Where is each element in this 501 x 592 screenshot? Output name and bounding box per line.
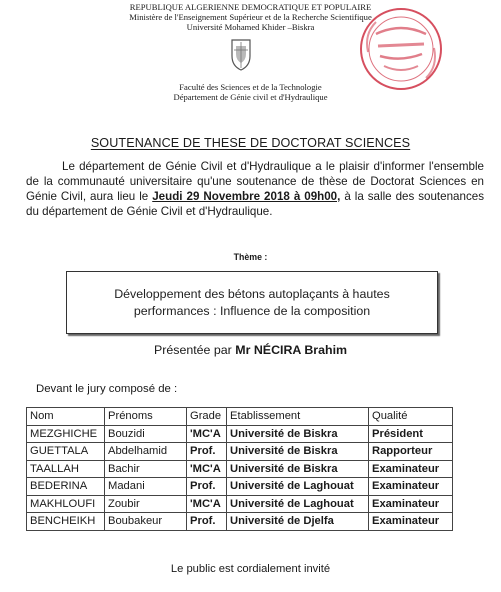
member-name: MEZGHICHE bbox=[27, 425, 105, 443]
presenter-prefix: Présentée par bbox=[153, 343, 236, 357]
member-institution: Université de Laghouat bbox=[227, 495, 369, 513]
faculty-line: Faculté des Sciences et de la Technologie bbox=[179, 82, 322, 92]
member-firstname: Zoubir bbox=[105, 495, 187, 513]
department-line: Département de Génie civil et d'Hydraulique bbox=[173, 92, 328, 102]
member-firstname: Boubakeur bbox=[105, 513, 187, 531]
member-firstname: Bouzidi bbox=[105, 425, 187, 443]
jury-row bbox=[27, 460, 453, 478]
member-institution: Université de Laghouat bbox=[227, 478, 369, 496]
jury-row bbox=[27, 443, 453, 461]
member-institution: Université de Biskra bbox=[227, 460, 369, 478]
member-institution: Université de Biskra bbox=[227, 443, 369, 461]
member-role: Examinateur bbox=[369, 478, 453, 496]
intro-text-before: Le département de Génie Civil et d'Hydraulique a le plaisir d'informer l'ensemble de la communauté universitaire qu'une soutenance de thèse de Doctorat Sciences en Génie Civil, aura lieu le bbox=[26, 160, 484, 203]
thesis-title-line1: Développement des bétons autoplaçants à hautes bbox=[114, 287, 390, 301]
member-grade: Prof. bbox=[187, 513, 227, 531]
member-grade: 'MC'A bbox=[187, 495, 227, 513]
thesis-title-line2: performances : Influence de la composition bbox=[133, 304, 371, 318]
announcement-paragraph bbox=[26, 159, 484, 219]
jury-intro: Devant le jury composé de : bbox=[36, 383, 178, 395]
header-cell: Qualité bbox=[369, 408, 453, 426]
header-cell: Nom bbox=[27, 408, 105, 426]
header-cell: Grade bbox=[187, 408, 227, 426]
member-grade: 'MC'A bbox=[187, 460, 227, 478]
member-grade: Prof. bbox=[187, 478, 227, 496]
jury-row bbox=[27, 495, 453, 513]
member-institution: Université de Djelfa bbox=[227, 513, 369, 531]
member-role: Examinateur bbox=[369, 495, 453, 513]
intro-text-after: à la salle des soutenances du département de Génie Civil et d'Hydraulique. bbox=[26, 190, 484, 218]
presenter-name: NÉCIRA Brahim bbox=[253, 343, 348, 357]
member-name: GUETTALA bbox=[27, 443, 105, 461]
republic-line: REPUBLIQUE ALGERIENNE DEMOCRATIQUE ET POPULAIRE bbox=[129, 2, 372, 12]
member-name: BENCHEIKH bbox=[27, 513, 105, 531]
member-name: BEDERINA bbox=[27, 478, 105, 496]
university-line: Université Mohamed Khider –Biskra bbox=[186, 22, 315, 32]
header-cell: Prénoms bbox=[105, 408, 187, 426]
jury-row bbox=[27, 513, 453, 531]
member-firstname: Madani bbox=[105, 478, 187, 496]
member-role: Rapporteur bbox=[369, 443, 453, 461]
defense-date: Jeudi 29 Novembre 2018 à 09h00, bbox=[152, 190, 341, 203]
member-name: TAALLAH bbox=[27, 460, 105, 478]
member-firstname: Abdelhamid bbox=[105, 443, 187, 461]
jury-header-row bbox=[27, 408, 453, 426]
member-role: Examinateur bbox=[369, 513, 453, 531]
closing-line: Le public est cordialement invité bbox=[170, 563, 331, 575]
member-grade: Prof. bbox=[187, 443, 227, 461]
presenter-line bbox=[0, 343, 501, 357]
member-name: MAKHLOUFI bbox=[27, 495, 105, 513]
page-title: SOUTENANCE DE THESE DE DOCTORAT SCIENCES bbox=[90, 136, 411, 150]
theme-box bbox=[66, 271, 438, 334]
university-logo bbox=[228, 38, 254, 72]
ministry-line: Ministère de l'Enseignement Supérieur et de la Recherche Scientifique bbox=[129, 12, 372, 22]
theme-label: Thème : bbox=[233, 252, 268, 262]
member-institution: Université de Biskra bbox=[227, 425, 369, 443]
header-cell: Etablissement bbox=[227, 408, 369, 426]
member-firstname: Bachir bbox=[105, 460, 187, 478]
jury-row bbox=[27, 425, 453, 443]
member-grade: 'MC'A bbox=[187, 425, 227, 443]
jury-table bbox=[26, 407, 453, 531]
member-role: Examinateur bbox=[369, 460, 453, 478]
member-role: Président bbox=[369, 425, 453, 443]
presenter-title: Mr bbox=[235, 343, 251, 357]
department-stamp bbox=[356, 4, 446, 94]
jury-row bbox=[27, 478, 453, 496]
thesis-title bbox=[67, 286, 437, 320]
